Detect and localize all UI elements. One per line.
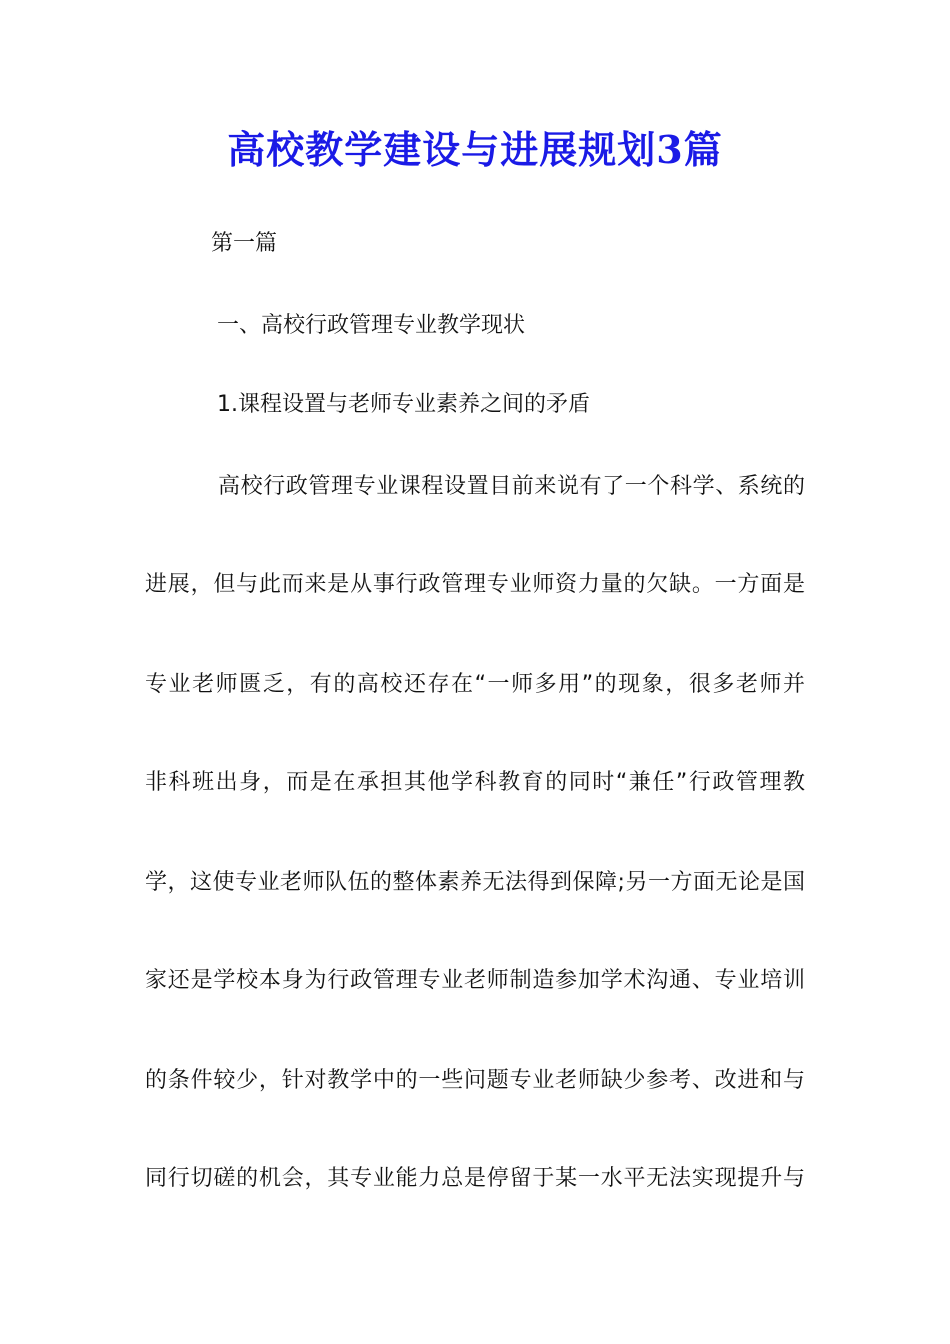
- paragraph-line: 专业老师匮乏，有的高校还存在“一师多用”的现象，很多老师并: [145, 672, 805, 697]
- paragraph-line: 学，这使专业老师队伍的整体素养无法得到保障;另一方面无论是国: [145, 870, 805, 895]
- paragraph-line: 同行切磋的机会，其专业能力总是停留于某一水平无法实现提升与: [145, 1166, 805, 1191]
- paragraph-line: 家还是学校本身为行政管理专业老师制造参加学术沟通、专业培训: [145, 968, 805, 993]
- paragraph-line: 的条件较少，针对教学中的一些问题专业老师缺少参考、改进和与: [145, 1068, 805, 1093]
- paragraph-line: 进展，但与此而来是从事行政管理专业师资力量的欠缺。一方面是: [145, 572, 805, 597]
- section-heading: 一、高校行政管理专业教学现状: [217, 313, 526, 338]
- paragraph-line: 高校行政管理专业课程设置目前来说有了一个科学、系统的: [218, 474, 805, 499]
- subsection-heading: 1.课程设置与老师专业素养之间的矛盾: [217, 392, 590, 417]
- paragraph-line: 非科班出身，而是在承担其他学科教育的同时“兼任”行政管理教: [145, 770, 805, 795]
- part-label: 第一篇: [211, 231, 278, 256]
- document-title: 高校教学建设与进展规划3篇: [227, 127, 723, 172]
